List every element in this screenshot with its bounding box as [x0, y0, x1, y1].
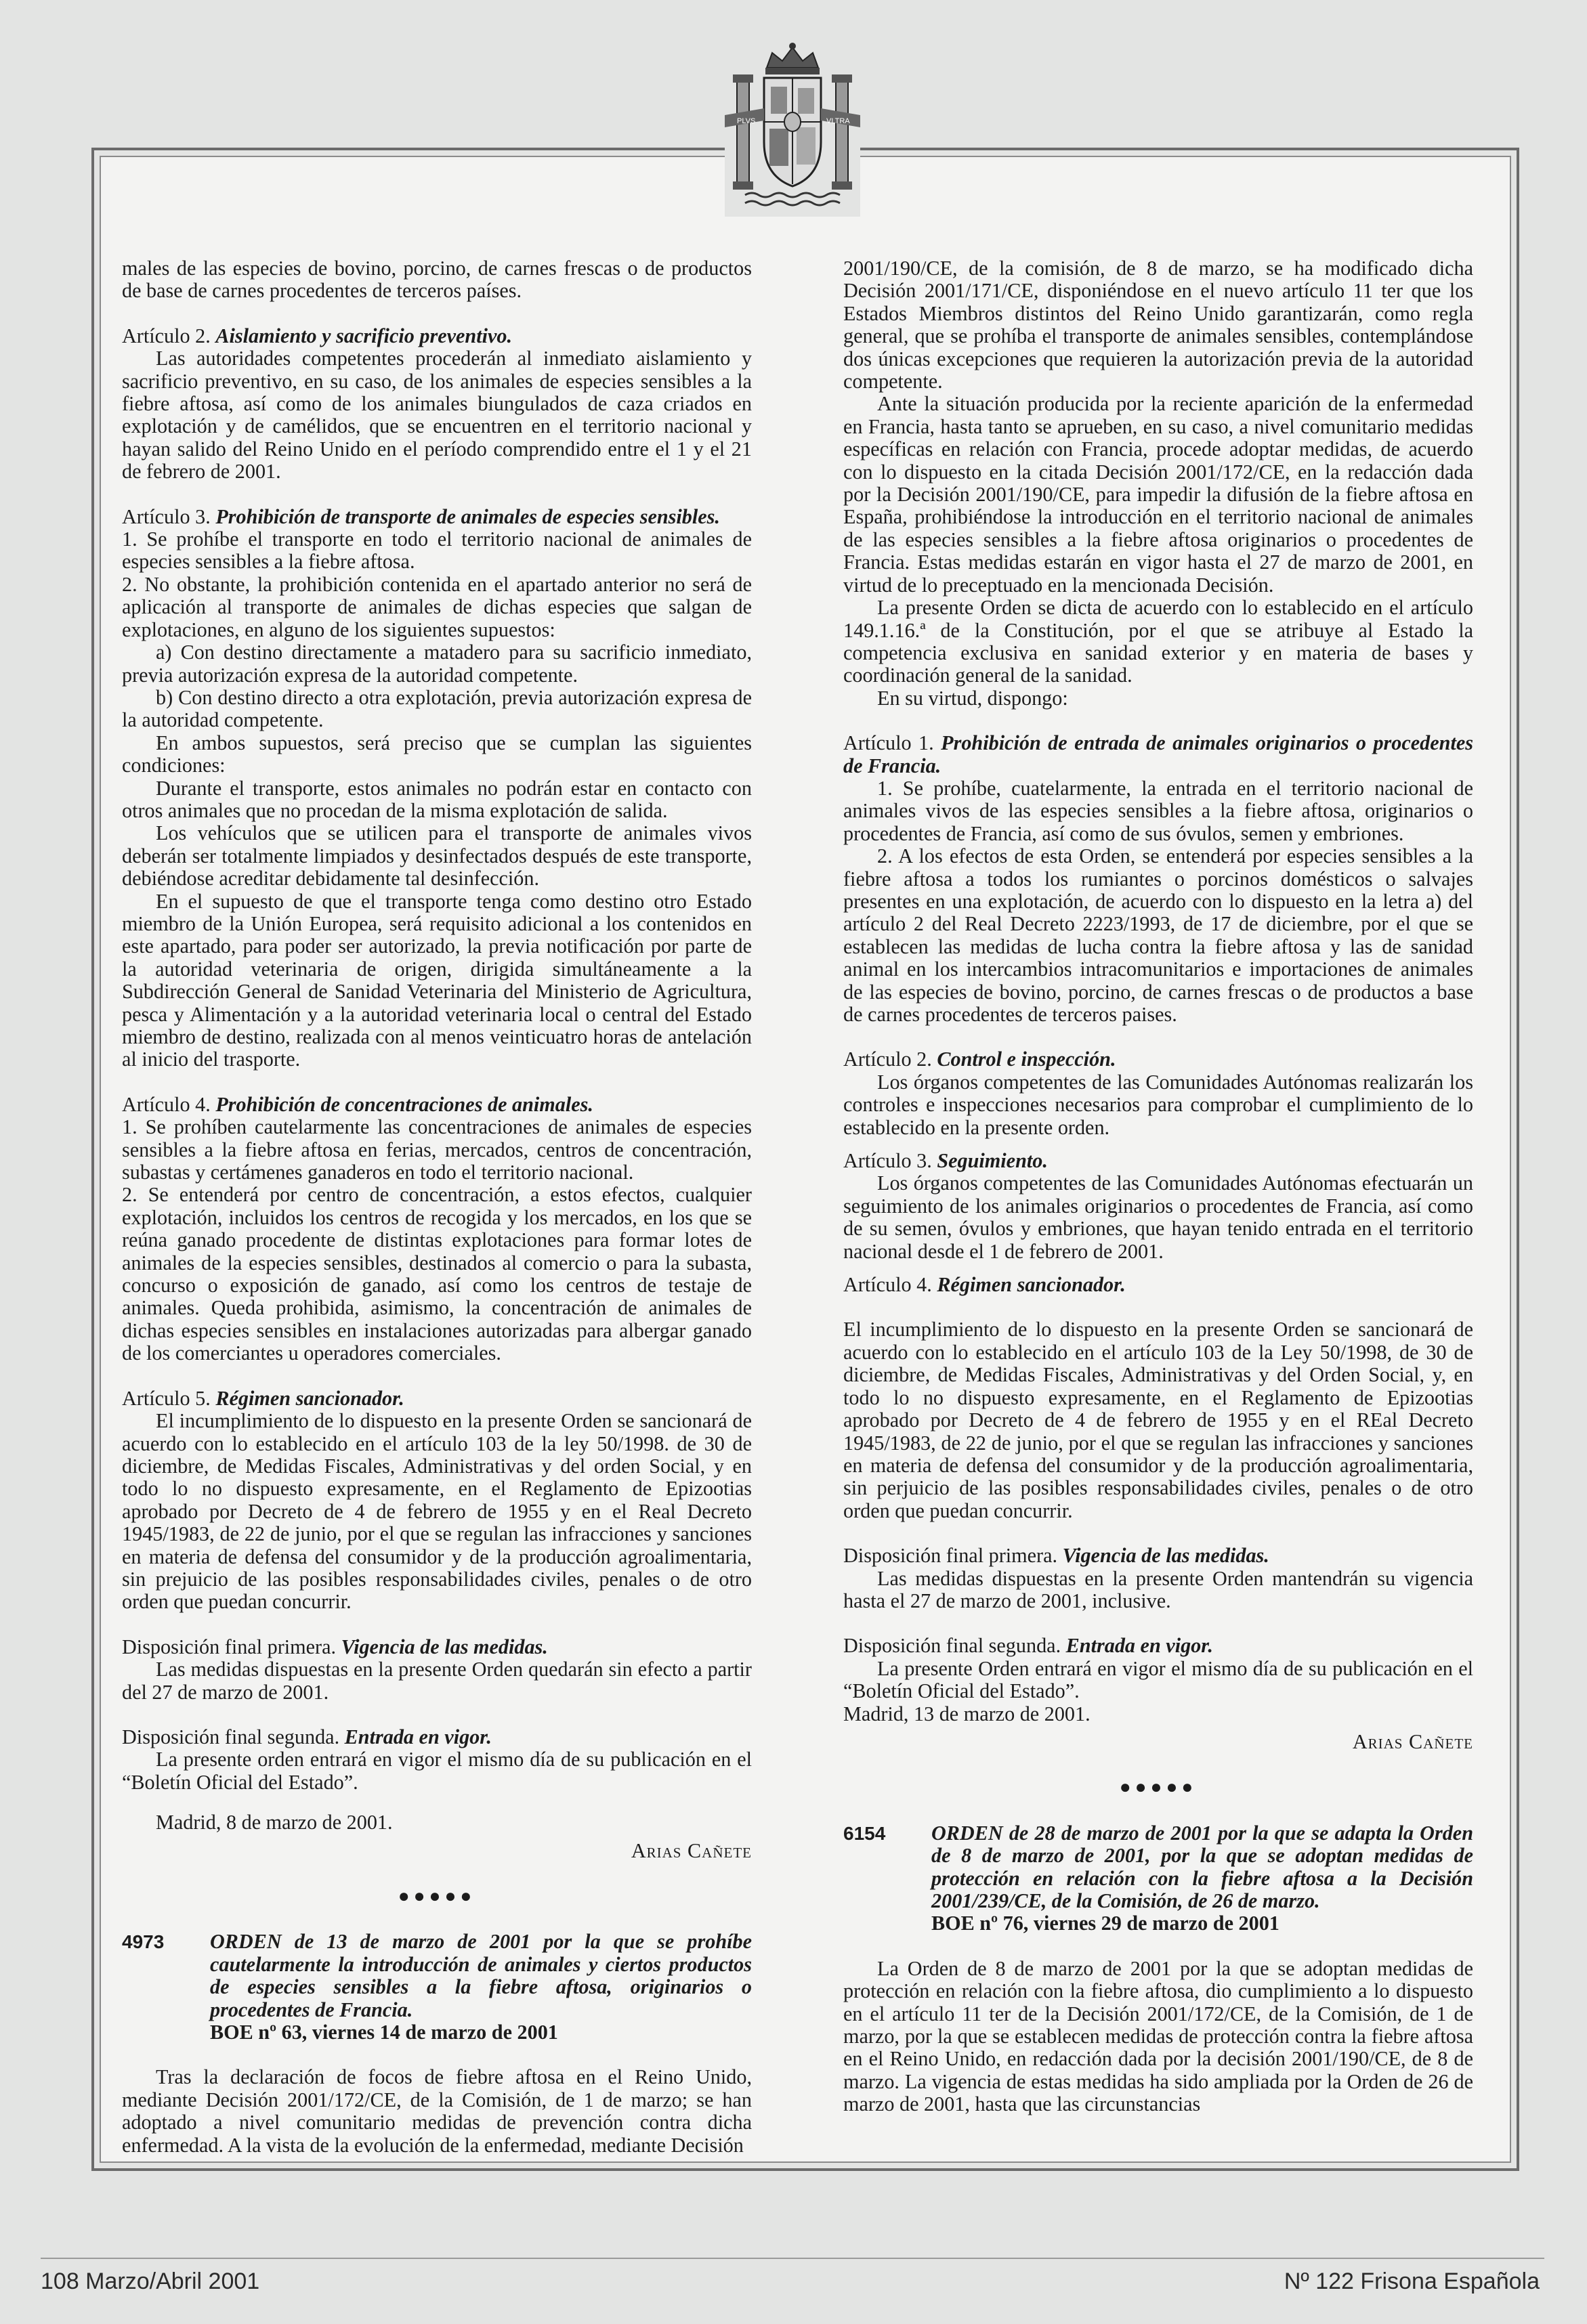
order-number: 4973 — [122, 1931, 165, 1953]
article-label: Artículo 3. — [122, 504, 211, 528]
paragraph: Durante el transporte, estos animales no podrán estar en contacto con otros animales que no procedan de la misma explotación de salida. — [122, 776, 752, 822]
paragraph: Ante la situación producida por la reciente aparición de la enfermedad en Francia, hasta tanto se aprueben, en su caso, a nivel comunitario medidas específicas en relación con Francia, procede adoptar medidas, de acuerdo con lo dispuesto en la citada Decisión 2001/172/CE, en la redacción dada por la Decisión 2001/190/CE, para impedir la difusión de la fiebre aftosa en España, prohibiéndose la introducción en el territorio nacional de animales de las especies sensibles a la fiebre aftosa originarios o procedentes de Francia. Estas medidas estarán en vigor hasta el 27 de marzo de 2001, en virtud de lo preceptuado en la mencionada Decisión. — [843, 392, 1473, 597]
separator: ●●●●● — [398, 1886, 476, 1907]
place-date: Madrid, 13 de marzo de 2001. — [843, 1702, 1091, 1725]
provision-label: Disposición final segunda. — [122, 1725, 340, 1748]
article-title: Régimen sancionador. — [937, 1273, 1126, 1297]
signature: Arias Cañete — [1352, 1729, 1473, 1753]
paragraph: a) Con destino directamente a matadero para su sacrificio inmediato, previa autorización expresa de la autoridad competente. — [122, 641, 752, 687]
article-label: Artículo 1. — [843, 731, 934, 755]
footer-rule — [41, 2258, 1544, 2259]
article-title: Prohibición de transporte de animales de especies sensibles. — [215, 504, 720, 528]
paragraph: Los vehículos que se utilicen para el transporte de animales vivos deberán ser totalmente limpiados y desinfectados después de este transporte, debiéndose acreditar debidamente tal desinfección. — [122, 821, 752, 890]
article-label: Artículo 4. — [843, 1273, 932, 1297]
paragraph: 2. No obstante, la prohibición contenida en el apartado anterior no será de aplicación al transporte de animales de dichas especies que salgan de explotaciones, en alguno de los siguientes supuestos: — [122, 572, 752, 641]
article-label: Artículo 3. — [843, 1149, 932, 1173]
paragraph: La presente Orden se dicta de acuerdo con lo establecido en el artículo 149.1.16.ª de la Constitución, por el que se atribuye al Estado la competencia exclusiva en sanidad exterior y en materia de bases y coordinación general de la sanidad. — [843, 596, 1473, 687]
paragraph: La presente Orden entrará en vigor el mismo día de su publicación en el “Boletín Oficial del Estado”. — [843, 1656, 1473, 1703]
paragraph: En el supuesto de que el transporte tenga como destino otro Estado miembro de la Unión Europea, será requisito adicional a los contenidos en este apartado, para poder ser autorizado, la previa notificación por parte de la autoridad veterinaria de origen, dirigida simultáneamente a la Subdirección General de Sanidad Veterinaria del Ministerio de Agricultura, pesca y Alimentación y a la autoridad veterinaria local o central del Estado miembro de destino, realizada con al menos veinticuatro horas de antelación al inicio del trasporte. — [122, 889, 752, 1071]
paragraph: 2001/190/CE, de la comisión, de 8 de marzo, se ha modificado dicha Decisión 2001/171/CE, disponiéndose en el nuevo artículo 11 ter que los Estados Miembros distintos del Reino Unido garantizarán, como regla general, que se prohíba el transporte de animales sensibles, contemplándose dos únicas excepciones que requieren la autorización previa de la autoridad competente. — [843, 257, 1473, 393]
provision-label: Disposición final primera. — [843, 1544, 1058, 1568]
article-label: Artículo 2. — [843, 1048, 932, 1071]
order-header — [843, 1822, 1473, 1935]
article-title: Control e inspección. — [937, 1048, 1116, 1071]
provision-title: Vigencia de las medidas. — [1062, 1544, 1269, 1568]
order-header — [122, 1931, 752, 2044]
paragraph: males de las especies de bovino, porcino, de carnes frescas o de productos de base de carnes procedentes de terceros países. — [122, 257, 752, 303]
order-boe: BOE nº 76, viernes 29 de marzo de 2001 — [931, 1912, 1279, 1935]
order-number: 6154 — [843, 1822, 886, 1844]
place-date: Madrid, 8 de marzo de 2001. — [156, 1811, 393, 1834]
paragraph: El incumplimiento de lo dispuesto en la presente Orden se sancionará de acuerdo con lo establecido en el artículo 103 de la ley 50/1998. de 30 de diciembre, de Medidas Fiscales, Administrativas y del orden Social, y en todo lo no dispuesto expresamente, en el Reglamento de Epizootias aprobado por Decreto de 4 de febrero de 1955 y en el Real Decreto 1945/1983, de 22 de junio, por el que se regulan las infracciones y sanciones en materia de defensa del consumidor y de la producción agroalimentaria, sin prejuicio de las posibles responsabilidades civiles, penales o de otro orden que puedan concurrir. — [122, 1409, 752, 1614]
article-title: Régimen sancionador. — [215, 1386, 404, 1410]
provision-title: Vigencia de las medidas. — [341, 1635, 548, 1658]
paragraph: b) Con destino directo a otra explotación, previa autorización expresa de la autoridad competente. — [122, 685, 752, 732]
article-title: Prohibición de concentraciones de animales. — [215, 1092, 593, 1116]
paragraph: La presente orden entrará en vigor el mismo día de su publicación en el “Boletín Oficial del Estado”. — [122, 1748, 752, 1794]
coat-of-arms-icon — [725, 41, 860, 217]
right-column — [843, 257, 1473, 2116]
order-title: ORDEN de 13 de marzo de 2001 por la que se prohíbe cautelarmente la introducción de animales y ciertos productos de especies sensibles a la fiebre aftosa, originarios o procedentes de Francia. — [210, 1930, 752, 2021]
article-label: Artículo 5. — [122, 1386, 211, 1410]
footer-publication: Nº 122 Frisona Española — [1284, 2268, 1540, 2294]
paragraph: Los órganos competentes de las Comunidades Autónomas realizarán los controles e inspecciones necesarios para comprobar el cumplimiento de lo establecido en la presente orden. — [843, 1070, 1473, 1139]
article-title: Seguimiento. — [937, 1149, 1048, 1173]
article-label: Artículo 4. — [122, 1092, 211, 1116]
provision-label: Disposición final primera. — [122, 1635, 337, 1658]
paragraph: Las medidas dispuestas en la presente Orden mantendrán su vigencia hasta el 27 de marzo de 2001, inclusive. — [843, 1566, 1473, 1612]
paragraph: Tras la declaración de focos de fiebre aftosa en el Reino Unido, mediante Decisión 2001/172/CE, de la Comisión, de 1 de marzo; se han adoptado a nivel comunitario medidas de prevención contra dicha enfermedad. A la vista de la evolución de la enfermedad, mediante Decisión — [122, 2065, 752, 2157]
paragraph: Las medidas dispuestas en la presente Orden quedarán sin efecto a partir del 27 de marzo de 2001. — [122, 1658, 752, 1704]
paragraph: 1. Se prohíbe el transporte en todo el territorio nacional de animales de especies sensibles a la fiebre aftosa. — [122, 528, 752, 574]
provision-title: Entrada en vigor. — [1065, 1634, 1213, 1658]
provision-title: Entrada en vigor. — [344, 1725, 492, 1748]
paragraph: El incumplimiento de lo dispuesto en la presente Orden se sancionará de acuerdo con lo establecido en el artículo 103 de la Ley 50/1998, de 30 de diciembre, de Medidas Fiscales, Administrativas y del Orden Social, y, en todo lo no dispuesto expresamente, en el Reglamento de Epizootias aprobado por Decreto de 4 de febrero de 1955 y en el REal Decreto 1945/1983, de 22 de junio, por el que se regulan las infracciones y sanciones en materia de defensa del consumidor y de la producción agroalimentaria, sin perjuicio de las posibles responsabilidades civiles, penales o de otro orden que puedan concurrir. — [843, 1318, 1473, 1522]
paragraph: 1. Se prohíbe, cuatelarmente, la entrada en el territorio nacional de animales vivos de las especies sensibles a la fiebre aftosa, originarios o procedentes de Francia, así como de sus óvulos, semen y embriones. — [843, 776, 1473, 845]
paragraph: En ambos supuestos, será preciso que se cumplan las siguientes condiciones: — [122, 731, 752, 777]
article-title: Prohibición de entrada de animales originarios o procedentes de Francia. — [843, 731, 1473, 777]
article-title: Aislamiento y sacrificio preventivo. — [215, 324, 513, 347]
paragraph: 2. A los efectos de esta Orden, se entenderá por especies sensibles a la fiebre aftosa a todos los rumiantes o porcinos domésticos o salvajes presentes en una explotación, de acuerdo con lo dispuesto en la letra a) del artículo 2 del Real Decreto 2223/1993, de 17 de diciembre, por el que se establecen las medidas de lucha contra la fiebre aftosa y las de sanidad animal en los intercambios intracomunitarios e importaciones de animales de las especies de bovino, porcino, de carnes frescas o de productos a base de carnes procedentes de terceros paises. — [843, 844, 1473, 1026]
signature: Arias Cañete — [631, 1838, 752, 1862]
footer-issue-date: 108 Marzo/Abril 2001 — [41, 2268, 260, 2294]
left-column — [122, 257, 752, 2157]
order-boe: BOE nº 63, viernes 14 de marzo de 2001 — [210, 2021, 558, 2044]
separator: ●●●●● — [1119, 1777, 1198, 1799]
crest-motto-left: PLVS — [737, 117, 756, 125]
paragraph: 2. Se entenderá por centro de concentración, a estos efectos, cualquier explotación, incluidos los centros de recogida y los mercados, en los que se reúna ganado procedente de distintas explotaciones para formar lotes de animales de la especies sensibles, destinados al comercio o para la subasta, concurso o exposición de ganado, así como los centros de testaje de animales. Queda prohibida, asimismo, la concentración de animales de dichas especies sensibles en instalaciones autorizadas para albergar ganado de los comerciantes u operadores comerciales. — [122, 1183, 752, 1365]
paragraph: 1. Se prohíben cautelarmente las concentraciones de animales de especies sensibles a la fiebre aftosa en ferias, mercados, centros de concentración, subastas y certámenes ganaderos en todo el territorio nacional. — [122, 1115, 752, 1184]
paragraph: Las autoridades competentes procederán al inmediato aislamiento y sacrificio preventivo, en su caso, de los animales de especies sensibles a la fiebre aftosa, así como de los animales biungulados de caza criados en explotación y de camélidos, que se encuentren en el territorio nacional y hayan salido del Reino Unido en el período comprendido entre el 1 y el 21 de febrero de 2001. — [122, 347, 752, 483]
paragraph: En su virtud, dispongo: — [877, 686, 1068, 710]
paragraph: Los órganos competentes de las Comunidades Autónomas efectuarán un seguimiento de los animales originarios o procedentes de Francia, así como de su semen, óvulos y embriones, que hayan tenido entrada en el territorio nacional desde el 1 de febrero de 2001. — [843, 1171, 1473, 1263]
paragraph: La Orden de 8 de marzo de 2001 por la que se adoptan medidas de protección en relación con la fiebre aftosa, dio cumplimiento a lo dispuesto en el artículo 11 ter de la Decisión 2001/172/CE, de la Comisión, de 1 de marzo, por la que se establecen medidas de protección contra la fiebre aftosa en el Reino Unido, en redacción dada por la decisión 2001/190/CE, de 8 de marzo. La vigencia de estas medidas ha sido ampliada por la Orden de 26 de marzo de 2001, hasta que las circunstancias — [843, 1956, 1473, 2116]
provision-label: Disposición final segunda. — [843, 1634, 1061, 1658]
crest-motto-right: VLTRA — [826, 117, 850, 125]
article-label: Artículo 2. — [122, 324, 211, 347]
order-title: ORDEN de 28 de marzo de 2001 por la que se adapta la Orden de 8 de marzo de 2001, por la que se adoptan medidas de protección en relación con la fiebre aftosa a la Decisión 2001/239/CE, de la Comisión, de 26 de marzo. — [931, 1821, 1473, 1912]
